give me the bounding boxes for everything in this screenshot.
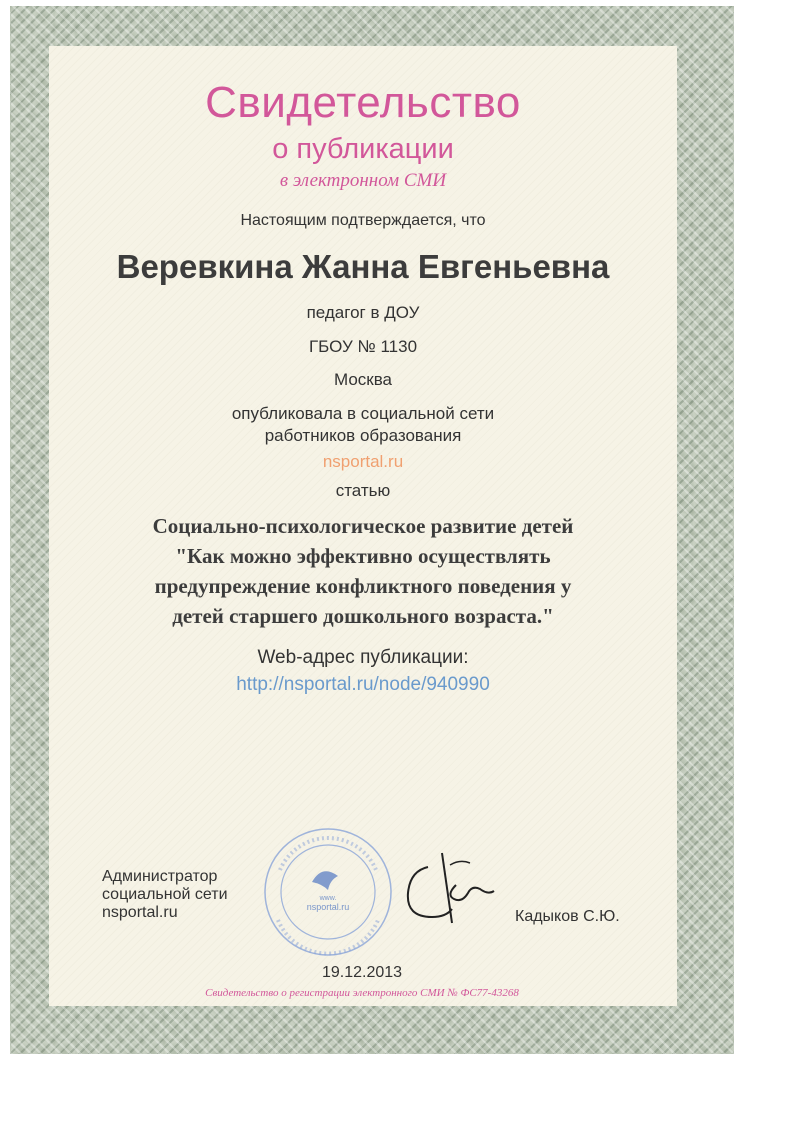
svg-text:nsportal.ru: nsportal.ru: [306, 902, 350, 912]
svg-text:www.: www.: [319, 895, 337, 902]
web-address-label: Web-адрес публикации:: [257, 647, 469, 668]
issue-date: 19.12.2013: [321, 964, 403, 981]
article-word: статью: [335, 481, 391, 500]
site-name[interactable]: nsportal.ru: [322, 452, 404, 471]
registration-note: Свидетельство о регистрации электронного СМИ № ФС77-43268: [205, 987, 519, 999]
recipient-position: педагог в ДОУ: [306, 303, 420, 322]
official-stamp-icon: [260, 820, 396, 960]
article-title: [49, 511, 677, 631]
recipient-city: Москва: [333, 370, 393, 389]
recipient-organization: ГБОУ № 1130: [308, 337, 418, 356]
published-line-2: работников образования: [264, 426, 462, 445]
certificate-subtitle: о публикации: [272, 133, 454, 165]
admin-line: nsportal.ru: [102, 904, 178, 921]
published-statement: [49, 403, 677, 447]
admin-line: Администратор: [102, 868, 218, 885]
certificate-subtitle-media: в электронном СМИ: [279, 170, 447, 191]
article-title-line: предупреждение конфликтного поведения у: [154, 574, 572, 598]
certificate-title: Свидетельство: [205, 78, 521, 127]
publication-url-link[interactable]: http://nsportal.ru/node/940990: [236, 674, 490, 695]
published-line-1: опубликовала в социальной сети: [231, 404, 495, 423]
article-title-line: Социально-психологическое развитие детей: [152, 514, 574, 538]
recipient-name: Веревкина Жанна Евгеньевна: [116, 248, 610, 285]
admin-line: социальной сети: [102, 886, 228, 903]
article-title-line: детей старшего дошкольного возраста.": [172, 604, 554, 628]
article-title-line: "Как можно эффективно осуществлять: [175, 544, 551, 568]
signer-name: Кадыков С.Ю.: [515, 908, 620, 925]
confirm-text: Настоящим подтверждается, что: [240, 212, 486, 229]
signature-icon: [398, 845, 508, 935]
administrator-block: [102, 868, 228, 922]
